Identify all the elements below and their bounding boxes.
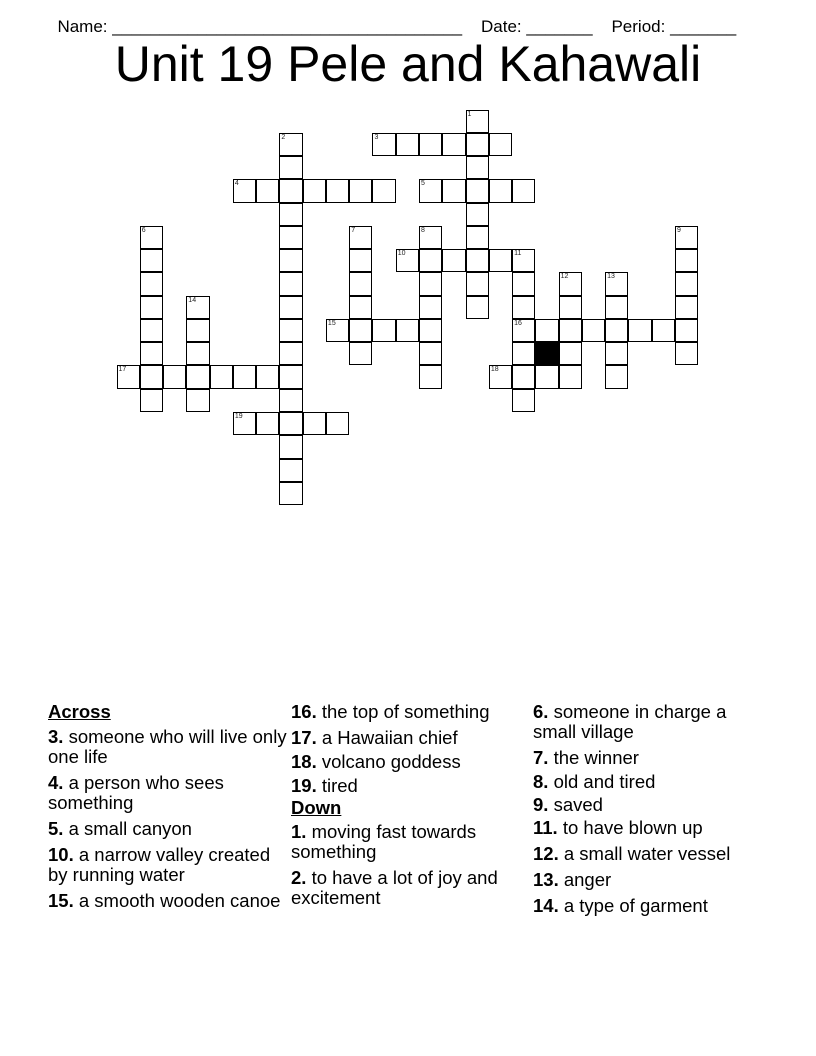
clue-number: 5. bbox=[48, 818, 64, 839]
crossword-cell[interactable] bbox=[210, 365, 233, 388]
clue-number-label: 18 bbox=[490, 366, 499, 374]
clue-text: the winner bbox=[553, 747, 639, 768]
clue-number: 9. bbox=[533, 794, 549, 815]
crossword-cell[interactable] bbox=[279, 156, 302, 179]
crossword-cell[interactable] bbox=[140, 342, 163, 365]
crossword-cell[interactable] bbox=[279, 435, 302, 458]
period-blank[interactable]: _______ bbox=[670, 17, 737, 36]
crossword-cell[interactable] bbox=[419, 296, 442, 319]
crossword-cell[interactable] bbox=[512, 389, 535, 412]
clue-text: someone who will live only one life bbox=[48, 726, 287, 767]
clue-number-label: 16 bbox=[514, 319, 522, 327]
clue-number: 10. bbox=[48, 844, 74, 865]
clue-across-3 bbox=[48, 727, 288, 767]
clue-across-5 bbox=[48, 819, 288, 839]
clue-down-12 bbox=[533, 844, 773, 864]
crossword-cell[interactable] bbox=[140, 296, 163, 319]
clue-text: a narrow valley created by running water bbox=[48, 844, 271, 885]
clue-text: a small canyon bbox=[68, 818, 192, 839]
clue-text: a type of garment bbox=[563, 895, 708, 916]
black-cell bbox=[535, 342, 558, 365]
clue-text: a Hawaiian chief bbox=[321, 727, 458, 748]
crossword-cell[interactable] bbox=[652, 319, 675, 342]
clue-number-label: 12 bbox=[560, 273, 569, 281]
crossword-cell[interactable] bbox=[605, 342, 628, 365]
crossword-cell[interactable] bbox=[466, 296, 489, 319]
clue-number: 16. bbox=[291, 701, 317, 722]
clue-number-label: 7 bbox=[351, 226, 356, 234]
clue-number: 12. bbox=[533, 843, 559, 864]
crossword-cell[interactable] bbox=[489, 179, 512, 202]
crossword-cell[interactable] bbox=[535, 365, 558, 388]
crossword-cell[interactable] bbox=[279, 179, 302, 202]
crossword-cell[interactable] bbox=[489, 365, 512, 388]
crossword-cell[interactable] bbox=[559, 319, 582, 342]
crossword-cell[interactable] bbox=[372, 179, 395, 202]
clue-text: moving fast towards something bbox=[291, 821, 477, 862]
crossword-cell[interactable] bbox=[605, 296, 628, 319]
crossword-cell[interactable] bbox=[466, 110, 489, 133]
clue-text: to have a lot of joy and excitement bbox=[291, 867, 498, 908]
crossword-cell[interactable] bbox=[466, 156, 489, 179]
period-label: Period: bbox=[611, 17, 666, 36]
crossword-cell[interactable] bbox=[279, 272, 302, 295]
crossword-cell[interactable] bbox=[419, 342, 442, 365]
crossword-cell[interactable] bbox=[675, 272, 698, 295]
clue-down-6 bbox=[533, 702, 773, 742]
clue-across-10 bbox=[48, 845, 288, 885]
clue-down-11 bbox=[533, 818, 773, 838]
crossword-cell[interactable] bbox=[512, 296, 535, 319]
crossword-cell[interactable] bbox=[512, 365, 535, 388]
crossword-cell[interactable] bbox=[559, 342, 582, 365]
crossword-cell[interactable] bbox=[140, 365, 163, 388]
clue-number-label: 6 bbox=[141, 226, 146, 234]
clue-down-8 bbox=[533, 772, 773, 792]
crossword-cell[interactable] bbox=[279, 133, 302, 156]
crossword-cell[interactable] bbox=[605, 319, 628, 342]
clue-across-19 bbox=[291, 776, 531, 796]
clue-text: someone in charge a small village bbox=[533, 701, 727, 742]
crossword-cell[interactable] bbox=[117, 365, 140, 388]
crossword-cell[interactable] bbox=[349, 179, 372, 202]
clue-text: the top of something bbox=[321, 701, 490, 722]
clue-number: 19. bbox=[291, 775, 317, 796]
name-label: Name: bbox=[57, 17, 108, 36]
clues-column-2 bbox=[291, 702, 531, 914]
crossword-cell[interactable] bbox=[419, 133, 442, 156]
crossword-cell[interactable] bbox=[675, 249, 698, 272]
crossword-cell[interactable] bbox=[349, 249, 372, 272]
crossword-cell[interactable] bbox=[419, 226, 442, 249]
crossword-cell[interactable] bbox=[466, 272, 489, 295]
crossword-cell[interactable] bbox=[256, 365, 279, 388]
crossword-cell[interactable] bbox=[512, 272, 535, 295]
crossword-cell[interactable] bbox=[279, 203, 302, 226]
crossword-cell[interactable] bbox=[186, 389, 209, 412]
clue-text: saved bbox=[553, 794, 603, 815]
clue-number: 1. bbox=[291, 821, 307, 842]
clue-number-label: 15 bbox=[327, 319, 336, 327]
crossword-cell[interactable] bbox=[372, 319, 395, 342]
crossword-cell[interactable] bbox=[675, 226, 698, 249]
crossword-cell[interactable] bbox=[466, 133, 489, 156]
crossword-cell[interactable] bbox=[396, 249, 419, 272]
crossword-cell[interactable] bbox=[140, 272, 163, 295]
crossword-cell[interactable] bbox=[303, 179, 326, 202]
crossword-cell[interactable] bbox=[442, 249, 465, 272]
crossword-cell[interactable] bbox=[326, 179, 349, 202]
crossword-cell[interactable] bbox=[140, 319, 163, 342]
crossword-cell[interactable] bbox=[559, 296, 582, 319]
crossword-cell[interactable] bbox=[256, 412, 279, 435]
clue-text: a smooth wooden canoe bbox=[78, 890, 281, 911]
clue-number-label: 4 bbox=[234, 180, 239, 188]
crossword-cell[interactable] bbox=[419, 179, 442, 202]
clue-text: old and tired bbox=[553, 771, 656, 792]
crossword-grid bbox=[0, 0, 816, 520]
clue-number-label: 17 bbox=[118, 366, 127, 374]
crossword-cell[interactable] bbox=[279, 226, 302, 249]
clue-number: 15. bbox=[48, 890, 74, 911]
crossword-cell[interactable] bbox=[163, 365, 186, 388]
crossword-cell[interactable] bbox=[442, 133, 465, 156]
crossword-cell[interactable] bbox=[559, 365, 582, 388]
clue-across-15 bbox=[48, 891, 288, 911]
crossword-cell[interactable] bbox=[140, 389, 163, 412]
clue-number: 7. bbox=[533, 747, 549, 768]
crossword-cell[interactable] bbox=[396, 133, 419, 156]
clue-number-label: 10 bbox=[397, 250, 406, 258]
clue-number-label: 2 bbox=[281, 133, 286, 141]
clue-number-label: 5 bbox=[421, 180, 425, 188]
clue-down-14 bbox=[533, 896, 773, 916]
date-label: Date: bbox=[481, 17, 522, 36]
clue-number-label: 11 bbox=[514, 250, 522, 258]
crossword-cell[interactable] bbox=[512, 319, 535, 342]
crossword-cell[interactable] bbox=[279, 296, 302, 319]
crossword-cell[interactable] bbox=[419, 272, 442, 295]
crossword-cell[interactable] bbox=[349, 226, 372, 249]
crossword-cell[interactable] bbox=[675, 342, 698, 365]
crossword-cell[interactable] bbox=[512, 249, 535, 272]
crossword-cell[interactable] bbox=[372, 133, 395, 156]
clue-across-16 bbox=[291, 702, 531, 722]
name-blank[interactable]: _____________________________________ bbox=[112, 17, 463, 36]
crossword-cell[interactable] bbox=[442, 179, 465, 202]
clue-across-18 bbox=[291, 752, 531, 772]
clue-text: volcano goddess bbox=[321, 751, 461, 772]
clue-text: a person who sees something bbox=[48, 772, 224, 813]
clue-number-label: 13 bbox=[607, 273, 615, 281]
crossword-cell[interactable] bbox=[279, 319, 302, 342]
clue-down-1 bbox=[291, 822, 531, 862]
clue-down-2 bbox=[291, 868, 531, 908]
clue-number: 18. bbox=[291, 751, 317, 772]
crossword-cell[interactable] bbox=[326, 412, 349, 435]
clue-number-label: 9 bbox=[676, 226, 681, 234]
clue-number: 17. bbox=[291, 727, 317, 748]
clue-number: 8. bbox=[533, 771, 549, 792]
crossword-cell[interactable] bbox=[512, 179, 535, 202]
crossword-cell[interactable] bbox=[279, 412, 302, 435]
crossword-cell[interactable] bbox=[675, 319, 698, 342]
clues-column-1 bbox=[48, 702, 288, 917]
clue-number: 14. bbox=[533, 895, 559, 916]
crossword-cell[interactable] bbox=[349, 342, 372, 365]
crossword-cell[interactable] bbox=[396, 319, 419, 342]
clue-text: anger bbox=[563, 869, 612, 890]
clue-number-label: 19 bbox=[234, 413, 243, 420]
clue-number-label: 14 bbox=[188, 296, 197, 304]
page-title: Unit 19 Pele and Kahawali bbox=[114, 36, 702, 92]
crossword-cell[interactable] bbox=[233, 412, 256, 435]
clue-number: 4. bbox=[48, 772, 64, 793]
across-heading: Across bbox=[48, 701, 111, 722]
crossword-cell[interactable] bbox=[326, 319, 349, 342]
crossword-cell[interactable] bbox=[466, 249, 489, 272]
crossword-cell[interactable] bbox=[419, 365, 442, 388]
crossword-cell[interactable] bbox=[279, 342, 302, 365]
clue-down-7 bbox=[533, 748, 773, 768]
crossword-cell[interactable] bbox=[512, 342, 535, 365]
crossword-cell[interactable] bbox=[628, 319, 651, 342]
down-heading: Down bbox=[291, 797, 342, 818]
clue-across-4 bbox=[48, 773, 288, 813]
clue-down-9 bbox=[533, 795, 773, 815]
crossword-cell[interactable] bbox=[349, 272, 372, 295]
crossword-cell[interactable] bbox=[489, 249, 512, 272]
crossword-cell[interactable] bbox=[279, 482, 302, 505]
clue-across-17 bbox=[291, 728, 531, 748]
crossword-cell[interactable] bbox=[233, 365, 256, 388]
crossword-cell[interactable] bbox=[419, 249, 442, 272]
crossword-cell[interactable] bbox=[186, 296, 209, 319]
crossword-cell[interactable] bbox=[279, 389, 302, 412]
crossword-cell[interactable] bbox=[349, 296, 372, 319]
clue-number-label: 1 bbox=[467, 110, 472, 118]
clues-column-3 bbox=[533, 702, 773, 922]
date-blank[interactable]: _______ bbox=[526, 17, 593, 36]
clue-number: 6. bbox=[533, 701, 549, 722]
clue-number: 3. bbox=[48, 726, 64, 747]
crossword-cell[interactable] bbox=[349, 319, 372, 342]
clue-number: 2. bbox=[291, 867, 307, 888]
clue-text: tired bbox=[321, 775, 358, 796]
crossword-cell[interactable] bbox=[582, 319, 605, 342]
clue-number: 11. bbox=[533, 817, 558, 838]
crossword-cell[interactable] bbox=[140, 226, 163, 249]
crossword-cell[interactable] bbox=[186, 319, 209, 342]
crossword-cell[interactable] bbox=[279, 365, 302, 388]
crossword-cell[interactable] bbox=[256, 179, 279, 202]
crossword-cell[interactable] bbox=[186, 365, 209, 388]
clue-text: to have blown up bbox=[562, 817, 703, 838]
crossword-cell[interactable] bbox=[419, 319, 442, 342]
crossword-cell[interactable] bbox=[140, 249, 163, 272]
crossword-cell[interactable] bbox=[559, 272, 582, 295]
clue-number: 13. bbox=[533, 869, 559, 890]
crossword-cell[interactable] bbox=[489, 133, 512, 156]
crossword-cell[interactable] bbox=[233, 179, 256, 202]
crossword-cell[interactable] bbox=[535, 319, 558, 342]
clue-number-label: 3 bbox=[374, 133, 379, 141]
crossword-cell[interactable] bbox=[279, 459, 302, 482]
clue-down-13 bbox=[533, 870, 773, 890]
clue-number-label: 8 bbox=[421, 226, 425, 234]
crossword-cell[interactable] bbox=[186, 342, 209, 365]
crossword-cell[interactable] bbox=[466, 203, 489, 226]
crossword-cell[interactable] bbox=[605, 272, 628, 295]
clue-text: a small water vessel bbox=[563, 843, 731, 864]
crossword-cell[interactable] bbox=[279, 249, 302, 272]
crossword-cell[interactable] bbox=[466, 226, 489, 249]
crossword-cell[interactable] bbox=[605, 365, 628, 388]
crossword-cell[interactable] bbox=[303, 412, 326, 435]
crossword-cell[interactable] bbox=[675, 296, 698, 319]
crossword-cell[interactable] bbox=[466, 179, 489, 202]
